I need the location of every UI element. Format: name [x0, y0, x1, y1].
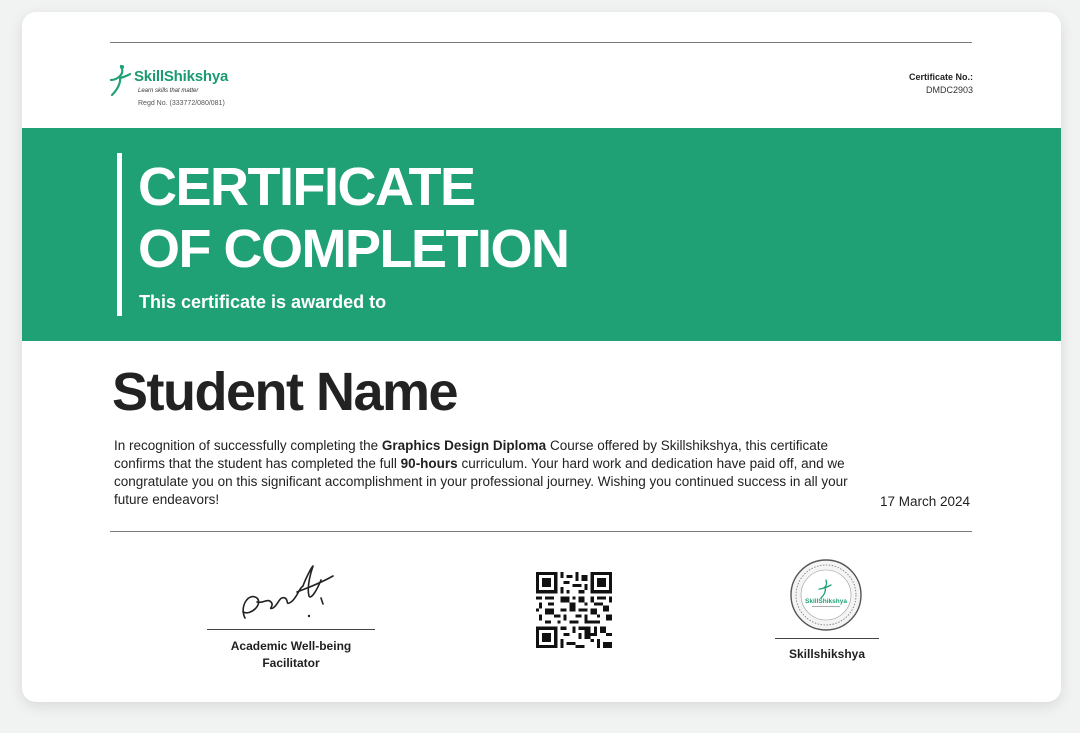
certificate-number-value: DMDC2903 [925, 85, 973, 95]
awarded-to-text: This certificate is awarded to [139, 292, 387, 312]
brand-registration: Regd No. (333772/080/081) [138, 100, 225, 107]
signature-icon [227, 558, 347, 628]
signature-caption-line2: Facilitator [262, 656, 320, 670]
certificate-title-line2: OF COMPLETION [138, 219, 569, 279]
certificate-number [909, 72, 973, 95]
signature-line [207, 629, 375, 630]
skillshikshya-logo-icon [108, 64, 132, 98]
seal-text: SkillShikshya [805, 598, 847, 605]
seal-caption: Skillshikshya [788, 647, 866, 661]
brand-logo [108, 64, 328, 114]
signature-caption [207, 638, 375, 672]
course-name: Graphics Design Diploma [381, 438, 547, 453]
footer-divider [110, 531, 972, 532]
banner-accent-bar [117, 153, 122, 316]
issue-date: 17 March 2024 [879, 494, 970, 509]
brand-tagline: Learn skills that matter [138, 88, 199, 94]
student-name: Student Name [112, 362, 458, 422]
top-divider [110, 42, 972, 43]
seal-line [775, 638, 879, 639]
brand-name: SkillShikshya [134, 68, 229, 85]
seal-stamp-icon [789, 558, 863, 632]
certificate-title-line1: CERTIFICATE [138, 157, 475, 217]
certificate-number-label: Certificate No.: [908, 72, 973, 82]
signature-block [207, 558, 375, 678]
body-part-2: Course offered by Skillshikshya, this certificate confirms that the student has completed the full [114, 438, 829, 471]
certificate-card [22, 12, 1061, 702]
certificate-title [138, 156, 568, 280]
body-part-1: In recognition of successfully completing the [114, 438, 382, 453]
certificate-body [114, 437, 874, 509]
signature-caption-line1: Academic Well-being [230, 639, 352, 653]
seal-block [775, 558, 879, 668]
qr-code-icon [536, 572, 612, 648]
body-part-3: curriculum. Your hard work and dedication have paid off, and we congratulate you on this significant accomplishment in your professional journey. Wishing you continued success in all your future endeavors! [114, 456, 848, 507]
course-hours: 90-hours [400, 456, 458, 471]
title-banner [22, 128, 1061, 341]
